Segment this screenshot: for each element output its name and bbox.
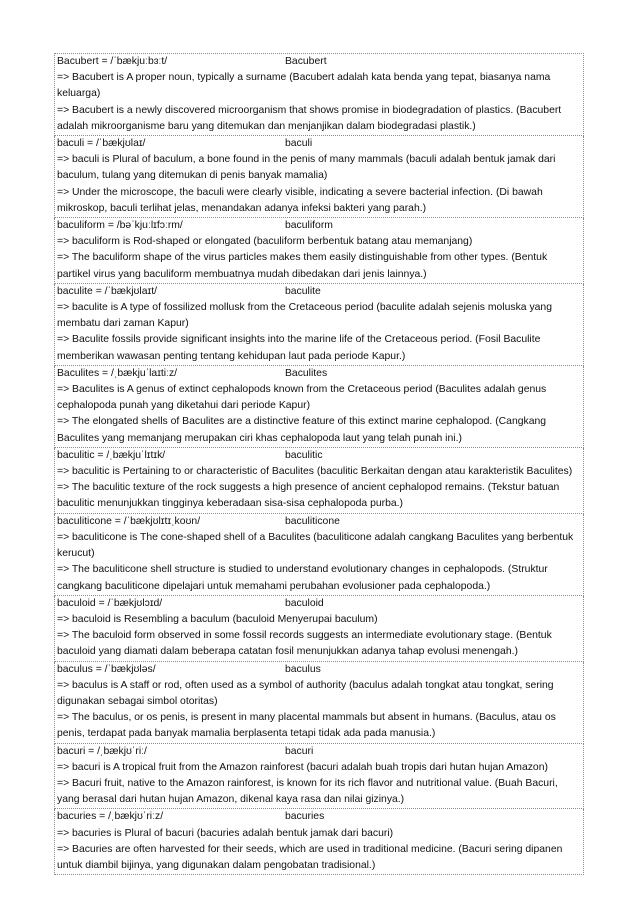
entry-header — [57, 218, 582, 234]
definition-text: => baculi is Plural of baculum, a bone found in the penis of many mammals (baculi adalah bentuk jamak dari baculum, tulang yang ditemukan di penis banyak mamalia) — [57, 154, 556, 182]
headword: baculite — [285, 285, 321, 297]
entry-header — [57, 54, 582, 70]
definition-text: => baculiform is Rod-shaped or elongated (baculiform berbentuk batang atau memanjang) — [57, 236, 473, 248]
example-text: => The baculoid form observed in some fossil records suggests an intermediate evolutionary stage. (Bentuk baculoid yang diamati dalam beberapa catatan fosil menunjukkan adanya tahap evolusi menengah.) — [57, 630, 552, 658]
pronunciation: Bacubert = /ˈbækjuːbɜːt/ — [57, 56, 168, 67]
dictionary-entry — [54, 136, 584, 218]
headword: bacuri — [285, 745, 314, 757]
pronunciation: baculite = /ˈbækjʊlaɪt/ — [57, 285, 157, 297]
entry-header — [57, 662, 582, 678]
dictionary-entry — [54, 284, 584, 366]
entry-header — [57, 284, 582, 300]
entry-header — [57, 366, 582, 382]
pronunciation: baculoid = /ˈbækjʊlɔɪd/ — [57, 597, 163, 609]
entry-header — [57, 596, 582, 612]
dictionary-entry — [54, 366, 584, 448]
example-text: => The elongated shells of Baculites are a distinctive feature of this extinct marine cephalopod. (Cangkang Baculites yang memanjang merupakan ciri khas cephalopoda laut yang telah punah ini.) — [57, 416, 547, 444]
definition-text: => baculitic is Pertaining to or characteristic of Baculites (baculitic Berkaitan dengan atau karakteristik Baculites) — [57, 466, 573, 478]
definition-text: => Bacubert is A proper noun, typically a surname (Bacubert adalah kata benda yang tepat, biasanya nama keluarga) — [57, 72, 551, 100]
headword: baculus — [285, 663, 321, 675]
example-text: => Baculite fossils provide significant insights into the marine life of the Cretaceous period. (Fosil Baculite memberikan wawasan penting tentang kehidupan laut pada periode Kapur.) — [57, 334, 541, 362]
example-text: => The baculus, or os penis, is present in many placental mammals but absent in humans. (Baculus, atau os penis, terdapat pada banyak mamalia berplasenta tetapi tidak ada pada manusia.) — [57, 712, 556, 740]
pronunciation: baculiticone = /ˈbækjʊlɪtɪˌkoʊn/ — [57, 515, 201, 527]
dictionary-entry — [54, 596, 584, 662]
headword: baculitic — [285, 449, 323, 461]
headword: baculoid — [285, 597, 324, 609]
definition-text: => baculite is A type of fossilized mollusk from the Cretaceous period (baculite adalah sejenis moluska yang membatu dari zaman Kapur) — [57, 302, 552, 330]
definition-text: => Baculites is A genus of extinct cephalopods known from the Cretaceous period (Baculites adalah genus cephalopoda punah yang diketahui dari periode Kapur) — [57, 384, 547, 412]
example-text: => The baculitic texture of the rock suggests a high presence of ancient cephalopod remains. (Tekstur batuan baculitic menunjukkan tingginya keberadaan sisa-sisa cephalopoda purba.) — [57, 482, 560, 510]
pronunciation: baculi = /ˈbækjʊlaɪ/ — [57, 138, 146, 150]
pronunciation: baculus = /ˈbækjʊləs/ — [57, 663, 156, 675]
headword: Bacubert — [285, 56, 327, 67]
pronunciation: bacuries = /ˌbækjʊˈriːz/ — [57, 811, 164, 823]
entry-header — [57, 448, 582, 464]
dictionary-entry — [54, 744, 584, 810]
dictionary-entry — [54, 53, 584, 136]
headword: baculi — [285, 138, 313, 150]
headword: baculiticone — [285, 515, 340, 527]
entry-header — [57, 514, 582, 530]
dictionary-entry — [54, 218, 584, 284]
example-text: => The baculiform shape of the virus particles makes them easily distinguishable from other types. (Bentuk partikel virus yang baculiform membuatnya mudah dibedakan dari jenis lainnya.) — [57, 252, 548, 280]
dictionary-entry — [54, 662, 584, 744]
definition-text: => bacuries is Plural of bacuri (bacuries adalah bentuk jamak dari bacuri) — [57, 827, 394, 839]
headword: baculiform — [285, 220, 333, 232]
example-text: => Bacuries are often harvested for their seeds, which are used in traditional medicine. (Bacuri sering dipanen untuk diambil bijinya, yang digunakan dalam pengobatan tradisional.) — [57, 843, 563, 871]
pronunciation: baculitic = /ˌbækjuˈlɪtɪk/ — [57, 449, 166, 461]
dictionary-entry — [54, 448, 584, 514]
headword: Baculites — [285, 367, 328, 379]
entry-header — [57, 744, 582, 760]
example-text: => The baculiticone shell structure is studied to understand evolutionary changes in cephalopods. (Struktur cangkang baculiticone dipelajari untuk memahami perubahan evolusioner pada cephalopoda.) — [57, 564, 548, 592]
dictionary-page — [54, 53, 584, 875]
entry-header — [57, 136, 582, 152]
example-text: => Bacubert is a newly discovered microorganism that shows promise in biodegradation of plastics. (Bacubert adalah mikroorganisme baru yang ditemukan dan menjanjikan dalam biodegradasi plastik.) — [57, 104, 562, 132]
headword: bacuries — [285, 811, 325, 823]
definition-text: => bacuri is A tropical fruit from the Amazon rainforest (bacuri adalah buah tropis dari hutan hujan Amazon) — [57, 761, 548, 773]
example-text: => Bacuri fruit, native to the Amazon rainforest, is known for its rich flavor and nutritional value. (Buah Bacuri, yang berasal dari hutan hujan Amazon, dikenal kaya rasa dan nilai gizinya.) — [57, 777, 558, 806]
example-text: => Under the microscope, the baculi were clearly visible, indicating a severe bacterial infection. (Di bawah mikroskop, baculi terlihat jelas, menandakan adanya infeksi bakteri yang parah.) — [57, 186, 543, 214]
pronunciation: baculiform = /bəˈkjuːlɪfɔːrm/ — [57, 220, 183, 232]
definition-text: => baculoid is Resembling a baculum (baculoid Menyerupai baculum) — [57, 613, 378, 625]
dictionary-entry — [54, 514, 584, 596]
pronunciation: bacuri = /ˌbækjʊˈriː/ — [57, 745, 147, 757]
definition-text: => baculus is A staff or rod, often used as a symbol of authority (baculus adalah tongkat atau tongkat, sering digunakan sebagai simbol otoritas) — [57, 679, 554, 707]
entry-header — [57, 809, 582, 825]
definition-text: => baculiticone is The cone-shaped shell of a Baculites (baculiticone adalah cangkang Baculites yang berbentuk kerucut) — [57, 531, 574, 560]
pronunciation: Baculites = /ˌbækjuˈlaɪtiːz/ — [57, 367, 178, 379]
dictionary-entry — [54, 809, 584, 875]
